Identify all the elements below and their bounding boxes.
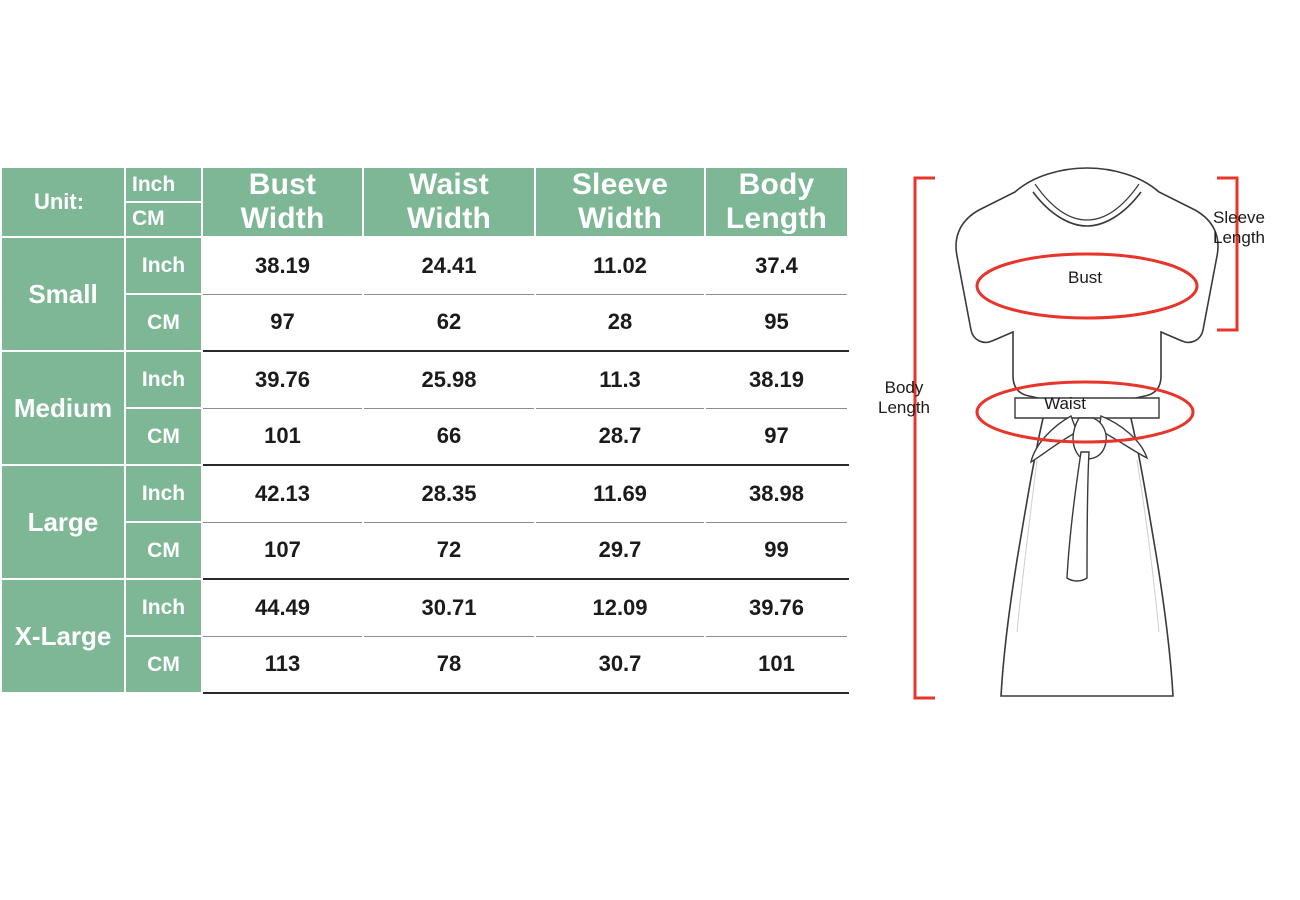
size-label-medium: Medium <box>1 351 125 465</box>
sleeve-length-label <box>1213 208 1293 248</box>
cell-medium-cm-sleeve: 28.7 <box>535 408 705 465</box>
cell-large-inch-length: 38.98 <box>705 465 848 522</box>
cell-large-inch-sleeve: 11.69 <box>535 465 705 522</box>
table-row <box>1 294 848 351</box>
unit-row-label-inch: Inch <box>125 465 202 522</box>
cell-xlarge-cm-length: 101 <box>705 636 848 693</box>
cell-medium-cm-waist: 66 <box>363 408 535 465</box>
column-header-waist-width: Waist Width <box>363 167 535 237</box>
body-length-label <box>865 378 943 418</box>
cell-large-inch-waist: 28.35 <box>363 465 535 522</box>
waist-label: Waist <box>1044 394 1086 413</box>
column-header-bust-width: Bust Width <box>202 167 363 237</box>
table-row <box>1 237 848 294</box>
table-row <box>1 408 848 465</box>
body-length-line1: Body <box>884 378 924 397</box>
cell-xlarge-inch-length: 39.76 <box>705 579 848 636</box>
bust-label: Bust <box>1067 268 1103 287</box>
unit-option-inch: Inch <box>126 169 201 203</box>
cell-small-cm-waist: 62 <box>363 294 535 351</box>
cell-medium-cm-bust: 101 <box>202 408 363 465</box>
cell-small-cm-sleeve: 28 <box>535 294 705 351</box>
cell-xlarge-cm-sleeve: 30.7 <box>535 636 705 693</box>
cell-xlarge-cm-waist: 78 <box>363 636 535 693</box>
cell-small-inch-waist: 24.41 <box>363 237 535 294</box>
body-length-bracket <box>915 178 935 698</box>
column-header-sleeve-width: Sleeve Width <box>535 167 705 237</box>
cell-large-cm-waist: 72 <box>363 522 535 579</box>
table-row <box>1 465 848 522</box>
table-row <box>1 351 848 408</box>
unit-row-label-cm: CM <box>125 408 202 465</box>
unit-option-cm: CM <box>132 207 165 230</box>
cell-large-cm-bust: 107 <box>202 522 363 579</box>
unit-row-label-cm: CM <box>125 522 202 579</box>
cell-small-cm-length: 95 <box>705 294 848 351</box>
table-row <box>1 522 848 579</box>
cell-xlarge-inch-sleeve: 12.09 <box>535 579 705 636</box>
unit-label-cell: Unit: <box>1 167 125 237</box>
cell-large-cm-length: 99 <box>705 522 848 579</box>
table-row <box>1 636 848 693</box>
cell-medium-inch-waist: 25.98 <box>363 351 535 408</box>
cell-medium-inch-length: 38.19 <box>705 351 848 408</box>
cell-medium-inch-bust: 39.76 <box>202 351 363 408</box>
cell-small-inch-length: 37.4 <box>705 237 848 294</box>
cell-small-inch-bust: 38.19 <box>202 237 363 294</box>
cell-large-cm-sleeve: 29.7 <box>535 522 705 579</box>
cell-xlarge-inch-bust: 44.49 <box>202 579 363 636</box>
unit-row-label-cm: CM <box>125 636 202 693</box>
sleeve-length-bracket <box>1217 178 1237 330</box>
unit-row-label-inch: Inch <box>125 351 202 408</box>
table-header-row <box>1 167 848 237</box>
cell-xlarge-inch-waist: 30.71 <box>363 579 535 636</box>
size-chart-table <box>0 166 849 694</box>
unit-options-cell <box>125 167 202 237</box>
table-row <box>1 579 848 636</box>
sleeve-length-line1: Sleeve <box>1213 208 1265 227</box>
size-label-large: Large <box>1 465 125 579</box>
cell-small-cm-bust: 97 <box>202 294 363 351</box>
cell-medium-cm-length: 97 <box>705 408 848 465</box>
cell-small-inch-sleeve: 11.02 <box>535 237 705 294</box>
column-header-body-length: Body Length <box>705 167 848 237</box>
size-label-small: Small <box>1 237 125 351</box>
size-label-xlarge: X-Large <box>1 579 125 693</box>
unit-row-label-inch: Inch <box>125 579 202 636</box>
body-length-line2: Length <box>878 398 930 417</box>
cell-large-inch-bust: 42.13 <box>202 465 363 522</box>
garment-illustration <box>865 140 1285 740</box>
cell-medium-inch-sleeve: 11.3 <box>535 351 705 408</box>
sleeve-length-line2: Length <box>1213 228 1265 247</box>
cell-xlarge-cm-bust: 113 <box>202 636 363 693</box>
unit-row-label-cm: CM <box>125 294 202 351</box>
size-chart-table-container <box>0 166 847 694</box>
unit-row-label-inch: Inch <box>125 237 202 294</box>
